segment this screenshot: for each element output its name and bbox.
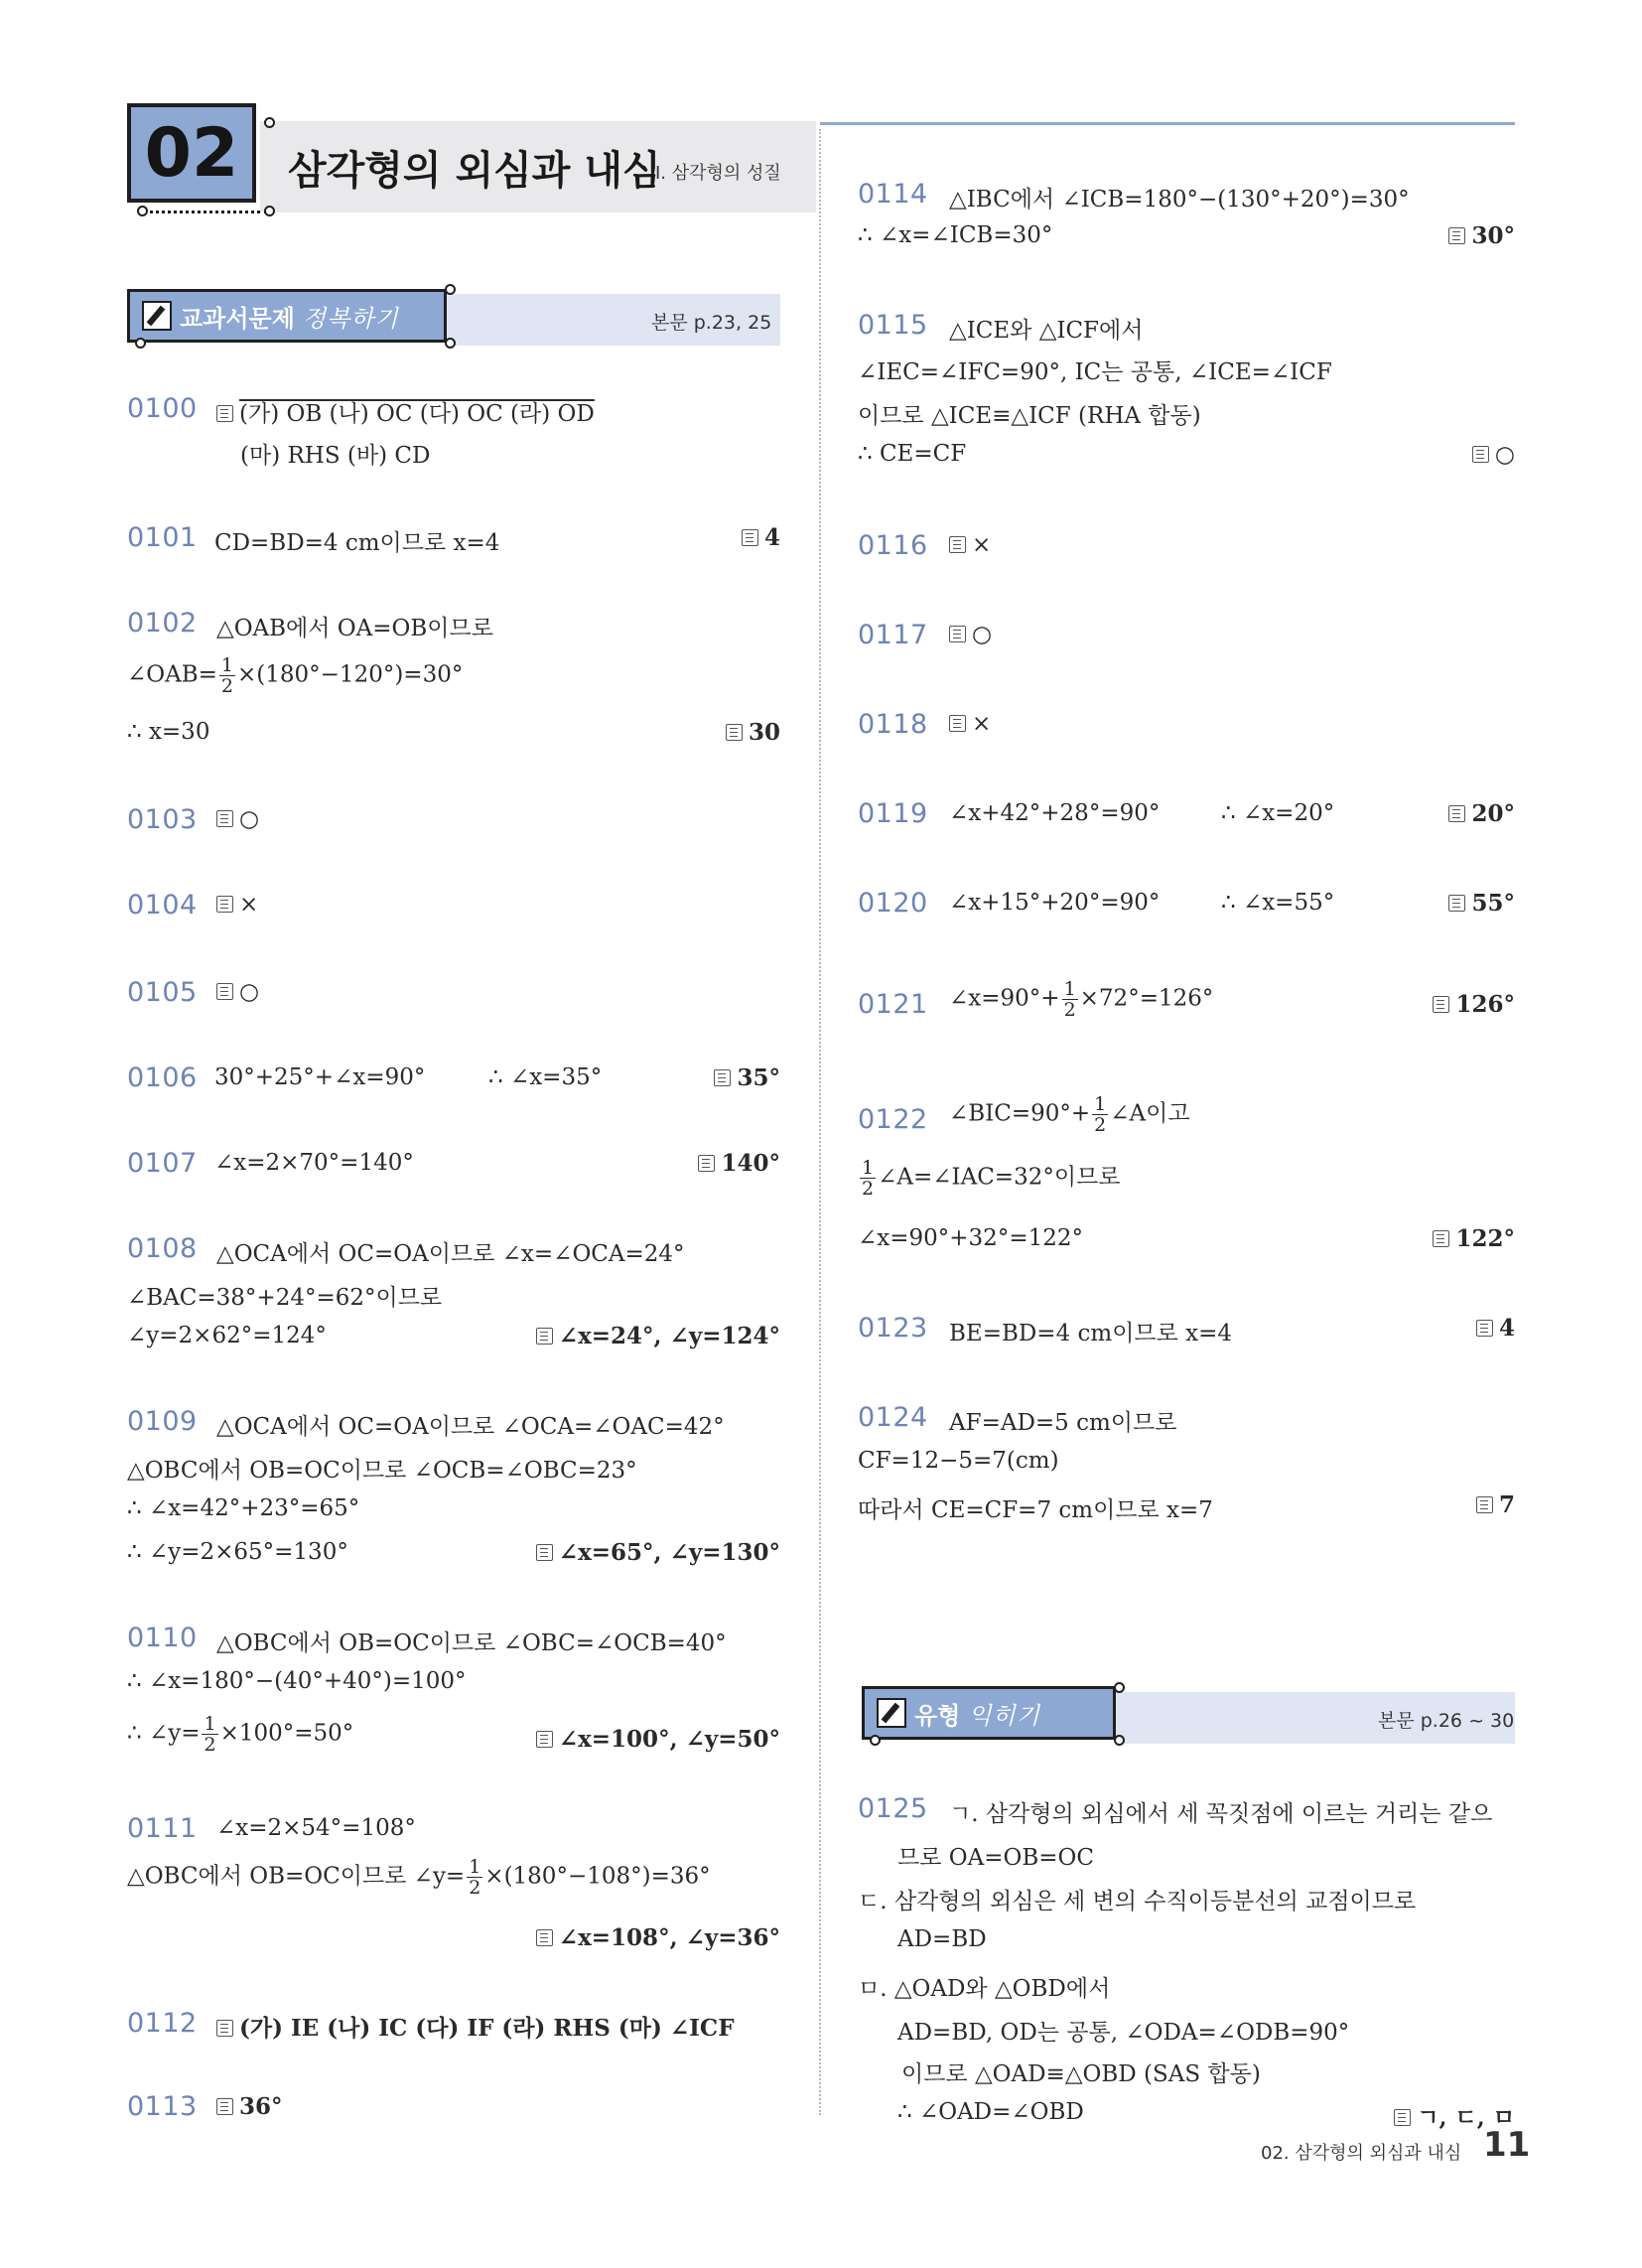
problem-number: 0101 bbox=[127, 522, 198, 553]
problem-number: 0109 bbox=[127, 1406, 198, 1437]
solution-line: ∠OAB= $\frac{1}{2}$ ×(180°−120°)=30° bbox=[127, 654, 464, 697]
answer: ∠x=100°, ∠y=50° bbox=[482, 1726, 780, 1753]
banner-dot bbox=[445, 284, 456, 295]
answer: 4 bbox=[1430, 1315, 1515, 1342]
header-dot bbox=[264, 117, 275, 128]
section-ref: 본문 p.23, 25 bbox=[651, 312, 772, 334]
solution-line: ∴ ∠x=∠ICB=30° bbox=[858, 222, 1053, 248]
solution-line: ∴ ∠x=35° bbox=[488, 1064, 603, 1090]
problem-number: 0125 bbox=[858, 1793, 928, 1824]
solution-line: 이므로 △ICE≡△ICF (RHA 합동) bbox=[858, 403, 1201, 429]
header-dot bbox=[264, 206, 275, 216]
answer: 7 bbox=[1430, 1491, 1515, 1518]
answer: 36° bbox=[216, 2093, 283, 2120]
answer-tag-icon bbox=[742, 529, 758, 546]
solution-line: AD=BD bbox=[897, 1926, 987, 1952]
fraction: $\frac{1}{2}$ bbox=[1094, 1093, 1107, 1136]
answer-tag-icon bbox=[1448, 895, 1465, 912]
answer-tag-icon bbox=[949, 715, 966, 732]
answer-tag-icon bbox=[536, 1731, 553, 1748]
solution-line: ∠BIC=90°+ $\frac{1}{2}$ ∠A이고 bbox=[949, 1093, 1190, 1136]
problem-number: 0113 bbox=[127, 2091, 198, 2122]
solution-line: △OBC에서 OB=OC이므로 ∠y= $\frac{1}{2}$ ×(180°−108°)=36° bbox=[127, 1856, 711, 1899]
answer-tag-icon bbox=[949, 536, 966, 553]
answer: × bbox=[949, 532, 991, 558]
solution-line: △OBC에서 OB=OC이므로 ∠OCB=∠OBC=23° bbox=[127, 1458, 637, 1484]
answer: × bbox=[216, 892, 258, 918]
answer: 20° bbox=[1410, 800, 1515, 827]
answer-tag-icon bbox=[1394, 2109, 1411, 2126]
problem-number: 0123 bbox=[858, 1313, 928, 1344]
answer-tag-icon bbox=[216, 896, 233, 913]
banner-dot bbox=[135, 338, 146, 349]
solution-line: ㅁ. △OAD와 △OBD에서 bbox=[858, 1976, 1111, 2002]
problem-number: 0102 bbox=[127, 608, 198, 638]
solution-line: ∠y=2×62°=124° bbox=[127, 1323, 327, 1348]
fraction: $\frac{1}{2}$ bbox=[862, 1157, 875, 1200]
answer-tag-icon bbox=[1476, 1496, 1493, 1513]
answer-tag-icon bbox=[726, 724, 743, 741]
answer: 126° bbox=[1390, 991, 1515, 1018]
answer-tag-icon bbox=[949, 626, 966, 642]
header-dot bbox=[137, 206, 148, 216]
solution-line: △OBC에서 OB=OC이므로 ∠OBC=∠OCB=40° bbox=[216, 1630, 727, 1656]
answer-tag-icon bbox=[536, 1929, 553, 1946]
problem-number: 0108 bbox=[127, 1233, 198, 1264]
answer: ∠x=108°, ∠y=36° bbox=[482, 1924, 780, 1951]
solution-line: AD=BD, OD는 공통, ∠ODA=∠ODB=90° bbox=[897, 2020, 1350, 2046]
problem-number: 0124 bbox=[858, 1402, 928, 1433]
section-ref: 본문 p.26 ~ 30 bbox=[1378, 1710, 1515, 1732]
solution-line: ∠IEC=∠IFC=90°, IC는 공통, ∠ICE=∠ICF bbox=[858, 359, 1332, 385]
answer-tag-icon bbox=[536, 1544, 553, 1561]
solution-line: ∴ x=30 bbox=[127, 719, 210, 745]
fraction: $\frac{1}{2}$ bbox=[220, 654, 234, 697]
section-title-hand: 익히기 bbox=[968, 1701, 1040, 1730]
page-number: 11 bbox=[1483, 2125, 1531, 2165]
solution-line: CF=12−5=7(cm) bbox=[858, 1448, 1059, 1474]
answer: 55° bbox=[1410, 890, 1515, 917]
problem-number: 0118 bbox=[858, 709, 928, 740]
solution-line: ∠BAC=38°+24°=62°이므로 bbox=[127, 1285, 443, 1311]
answer-tag-icon bbox=[1448, 227, 1465, 244]
solution-line: △IBC에서 ∠ICB=180°−(130°+20°)=30° bbox=[949, 187, 1410, 213]
answer-tag-icon bbox=[216, 2098, 233, 2115]
solution-line: △OCA에서 OC=OA이므로 ∠x=∠OCA=24° bbox=[216, 1241, 685, 1267]
solution-line: ∠x=90°+32°=122° bbox=[858, 1225, 1083, 1251]
problem-number: 0107 bbox=[127, 1148, 198, 1179]
section-title: 유형 bbox=[914, 1701, 961, 1730]
pencil-icon bbox=[142, 301, 172, 331]
solution-line: ∴ ∠x=20° bbox=[1221, 800, 1335, 826]
solution-line: ∠x=90°+ $\frac{1}{2}$ ×72°=126° bbox=[949, 978, 1214, 1021]
solution-line: 따라서 CE=CF=7 cm이므로 x=7 bbox=[858, 1497, 1213, 1523]
problem-number: 0110 bbox=[127, 1623, 198, 1653]
answer: ∠x=24°, ∠y=124° bbox=[482, 1323, 780, 1349]
solution-line: ∴ ∠x=55° bbox=[1221, 890, 1335, 916]
section-title: 교과서문제 bbox=[180, 304, 295, 333]
answer-tag-icon bbox=[536, 1328, 553, 1345]
answer-tag-icon bbox=[1472, 446, 1489, 463]
problem-number: 0117 bbox=[858, 620, 928, 650]
answer-line: (가) IE (나) IC (다) IF (라) RHS (마) ∠ICF bbox=[216, 2010, 735, 2043]
answer-tag-icon bbox=[216, 2020, 233, 2037]
problem-number: 0104 bbox=[127, 890, 198, 921]
problem-number: 0114 bbox=[858, 179, 928, 210]
banner-dot bbox=[1114, 1682, 1125, 1693]
answer-tag-icon bbox=[1476, 1320, 1493, 1337]
solution-line: BE=BD=4 cm이므로 x=4 bbox=[949, 1321, 1233, 1347]
problem-number: 0120 bbox=[858, 888, 928, 919]
answer: 30 bbox=[685, 719, 780, 746]
problem-number: 0112 bbox=[127, 2008, 198, 2039]
answer-text: (가) OB (나) OC (다) OC (라) OD bbox=[239, 401, 595, 427]
answer-tag-icon bbox=[714, 1069, 731, 1086]
solution-line: 므로 OA=OB=OC bbox=[897, 1845, 1094, 1871]
answer: 122° bbox=[1390, 1225, 1515, 1252]
answer: × bbox=[949, 711, 991, 737]
answer: ○ bbox=[1420, 441, 1515, 468]
fraction: $\frac{1}{2}$ bbox=[204, 1713, 216, 1756]
problem-number: 0122 bbox=[858, 1104, 928, 1135]
solution-line: ∴ ∠OAD=∠OBD bbox=[897, 2099, 1084, 2125]
header-rule bbox=[820, 122, 1515, 125]
footer-chapter: 02. 삼각형의 외심과 내심 bbox=[1261, 2143, 1462, 2164]
solution-line: ∠x+15°+20°=90° bbox=[949, 890, 1161, 916]
answer: ○ bbox=[216, 979, 259, 1005]
answer: 4 bbox=[695, 524, 780, 551]
answer: 140° bbox=[655, 1150, 780, 1177]
answer-tag-icon bbox=[698, 1155, 715, 1172]
answer-tag-icon bbox=[216, 405, 233, 422]
page-title: 삼각형의 외심과 내심 bbox=[288, 148, 661, 194]
chapter-number: 02 bbox=[127, 103, 256, 203]
solution-line: △OCA에서 OC=OA이므로 ∠OCA=∠OAC=42° bbox=[216, 1414, 725, 1440]
page-subtitle: I. 삼각형의 성질 bbox=[655, 163, 781, 184]
solution-line: ㄷ. 삼각형의 외심은 세 변의 수직이등분선의 교점이므로 bbox=[858, 1889, 1417, 1914]
solution-line: ∴ CE=CF bbox=[858, 441, 967, 467]
section-banner-type bbox=[862, 1686, 1116, 1740]
fraction: $\frac{1}{2}$ bbox=[469, 1856, 481, 1899]
answer: ○ bbox=[949, 622, 992, 647]
answer-tag-icon bbox=[216, 810, 233, 827]
solution-line: △ICE와 △ICF에서 bbox=[949, 318, 1144, 344]
problem-number: 0103 bbox=[127, 804, 198, 835]
solution-line: CD=BD=4 cm이므로 x=4 bbox=[214, 530, 500, 556]
solution-line: AF=AD=5 cm이므로 bbox=[949, 1410, 1177, 1436]
problem-number: 0100 bbox=[127, 393, 198, 424]
solution-line: ∠x=2×70°=140° bbox=[214, 1150, 414, 1176]
solution-line: ∴ ∠y= $\frac{1}{2}$ ×100°=50° bbox=[127, 1713, 354, 1756]
problem-number: 0121 bbox=[858, 989, 928, 1020]
answer: ○ bbox=[216, 806, 259, 832]
answer-tag-icon bbox=[1448, 805, 1465, 822]
solution-line: ∴ ∠x=180°−(40°+40°)=100° bbox=[127, 1668, 467, 1694]
answer-tag-icon bbox=[1433, 1230, 1449, 1247]
solution-line: ㄱ. 삼각형의 외심에서 세 꼭짓점에 이르는 거리는 같으 bbox=[949, 1801, 1493, 1827]
answer: ∠x=65°, ∠y=130° bbox=[482, 1539, 780, 1566]
answer: 30° bbox=[1410, 222, 1515, 249]
solution-line: ∠x+42°+28°=90° bbox=[949, 800, 1161, 826]
answer: 35° bbox=[675, 1064, 780, 1091]
banner-dot bbox=[870, 1735, 881, 1746]
problem-number: 0105 bbox=[127, 977, 198, 1008]
solution-line: $\frac{1}{2}$ ∠A=∠IAC=32°이므로 bbox=[862, 1157, 1121, 1200]
answer-line: (마) RHS (바) CD bbox=[240, 443, 431, 469]
solution-line: ∠x=2×54°=108° bbox=[216, 1815, 416, 1841]
problem-number: 0116 bbox=[858, 530, 928, 561]
header-dotline bbox=[143, 211, 268, 213]
section-banner-textbook bbox=[127, 289, 447, 343]
answer-tag-icon bbox=[1433, 996, 1449, 1013]
problem-number: 0111 bbox=[127, 1813, 198, 1844]
banner-dot bbox=[445, 338, 456, 349]
solution-line: ∴ ∠y=2×65°=130° bbox=[127, 1539, 348, 1565]
answer: ㄱ, ㄷ, ㅁ bbox=[1370, 2099, 1515, 2132]
book-icon bbox=[877, 1698, 906, 1728]
problem-number: 0106 bbox=[127, 1063, 198, 1093]
solution-line: △OAB에서 OA=OB이므로 bbox=[216, 616, 493, 641]
answer-tag-icon bbox=[216, 983, 233, 1000]
section-title-hand: 정복하기 bbox=[302, 304, 399, 333]
column-divider bbox=[819, 129, 821, 2115]
banner-dot bbox=[1114, 1735, 1125, 1746]
problem-number: 0115 bbox=[858, 310, 928, 341]
fraction: $\frac{1}{2}$ bbox=[1063, 978, 1076, 1021]
solution-line: ∴ ∠x=42°+23°=65° bbox=[127, 1495, 360, 1521]
solution-line: 이므로 △OAD≡△OBD (SAS 합동) bbox=[901, 2061, 1261, 2087]
solution-line: 30°+25°+∠x=90° bbox=[214, 1064, 426, 1090]
answer-line bbox=[216, 395, 595, 428]
problem-number: 0119 bbox=[858, 798, 928, 829]
